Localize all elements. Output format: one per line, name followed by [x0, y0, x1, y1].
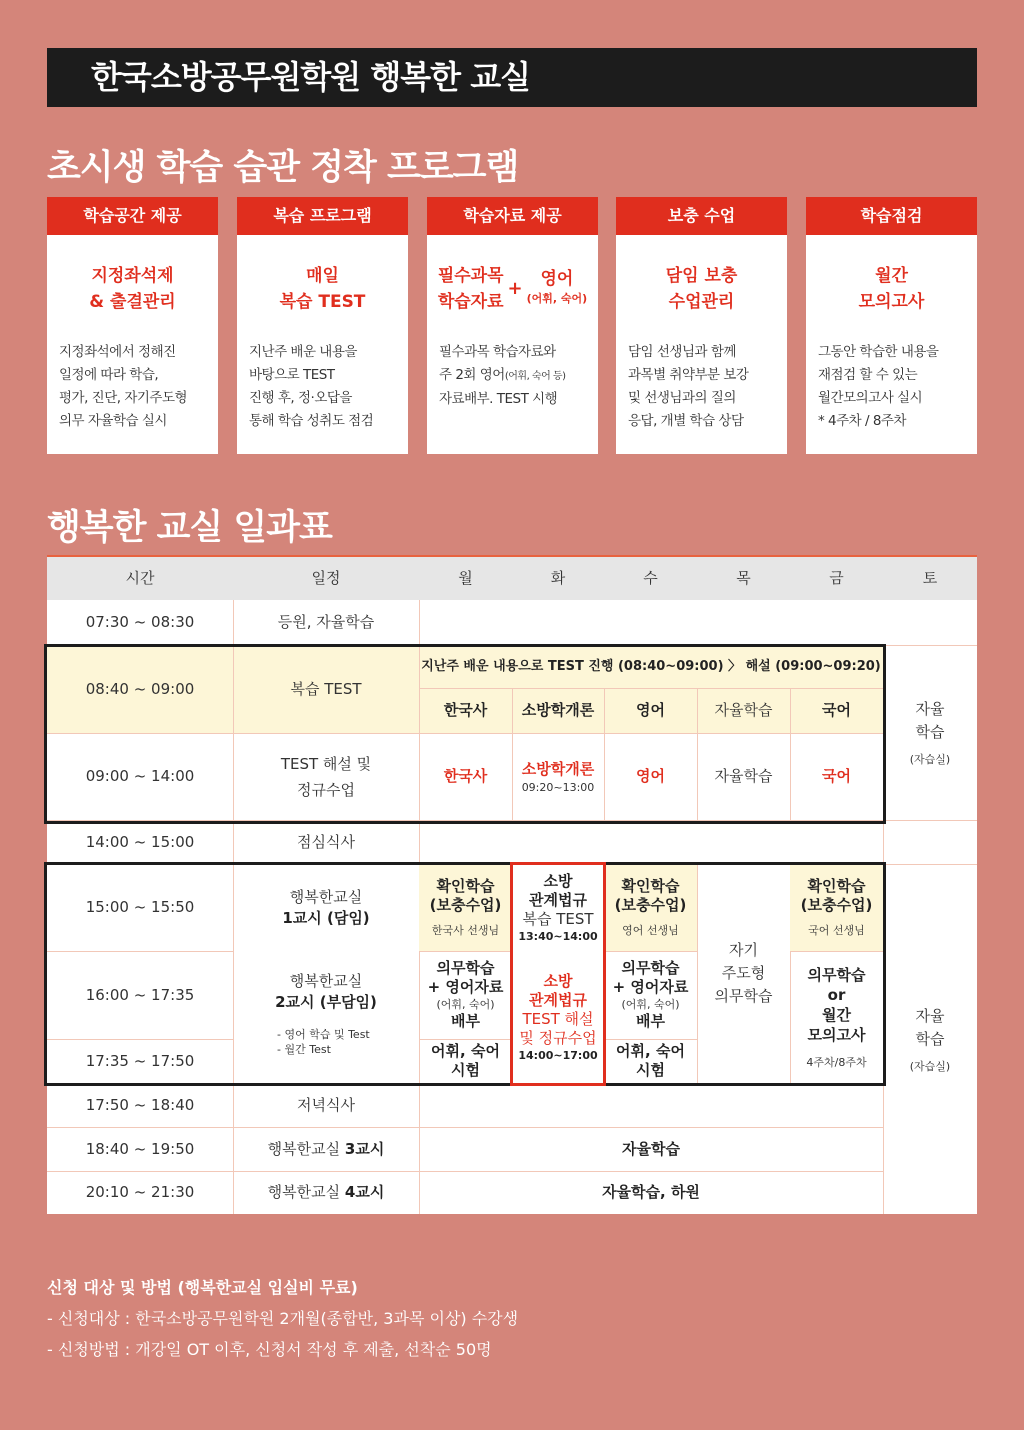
cell-note: (어휘, 숙어)	[436, 998, 495, 1011]
program-title: 초시생 학습 습관 정착 프로그램	[47, 148, 519, 188]
program-card-materials	[427, 197, 598, 454]
sat-note: (자습실)	[909, 1059, 951, 1073]
card-title	[427, 263, 598, 315]
cell-line: 배부	[451, 1012, 480, 1030]
plan-cell	[233, 951, 419, 1083]
sat-self-study-afternoon	[883, 864, 977, 1214]
night-content: 자율학습, 하원	[602, 1183, 700, 1201]
card-title-line: 수업관리	[668, 292, 735, 312]
test-banner: 지난주 배운 내용으로 TEST 진행 (08:40~09:00) 〉 해설 (09:00~09:20)	[421, 659, 881, 674]
cell-line: 확인학습	[621, 877, 680, 895]
cell-line: 시험	[636, 1061, 665, 1079]
time-cell: 18:40 ~ 19:50	[85, 1139, 195, 1158]
plan-text: 행복한교실	[267, 1183, 345, 1201]
tue-class-time: 09:20~13:00	[521, 780, 595, 794]
timetable	[47, 555, 977, 1214]
header-wed: 수	[604, 555, 697, 600]
time-cell: 07:30 ~ 08:30	[85, 613, 195, 631]
wed-class: 영어	[636, 767, 665, 785]
card-title-line: 매일	[306, 266, 339, 286]
program-card-study-space	[47, 197, 218, 454]
card-desc-line: 응답, 개별 학습 상담	[628, 413, 744, 429]
card-desc-line: 진행 후, 정·오답을	[249, 390, 352, 406]
plan-cell	[233, 1171, 419, 1214]
card-desc-line: 자료배부. TEST 시행	[439, 391, 558, 407]
cell-line: 확인학습	[436, 877, 495, 895]
wed-period2	[604, 951, 697, 1039]
cell-line: 어휘, 숙어	[431, 1042, 500, 1060]
card-desc-line: 재점검 할 수 있는	[818, 367, 918, 383]
cell-note: 영어 선생님	[622, 924, 679, 937]
card-desc-line: 지정좌석에서 정해진	[59, 344, 176, 360]
cell-line: 의무학습	[807, 965, 866, 984]
card-title-line: 영어	[540, 269, 574, 289]
thu-self-directed	[697, 864, 790, 1083]
page-title-bar	[47, 48, 977, 107]
cell-line: 확인학습	[807, 877, 866, 895]
program-cards	[47, 197, 977, 454]
time-cell: 14:00 ~ 15:00	[85, 832, 195, 851]
card-title-line: 지정좌석제	[91, 266, 174, 286]
card-head: 보충 수업	[616, 197, 787, 235]
card-description	[427, 341, 598, 411]
sat-line: 학습	[915, 723, 945, 741]
cell-line: TEST 해설	[522, 1009, 594, 1028]
header-thu: 목	[697, 555, 790, 600]
cell-line: 시험	[451, 1061, 480, 1079]
card-description	[237, 341, 408, 433]
wed-period1	[604, 864, 697, 951]
plan-cell: 점심식사	[297, 832, 355, 851]
card-desc-text: 주 2회 영어	[439, 367, 505, 383]
plan-line: 행복한교실	[289, 972, 363, 990]
cell-line: 의무학습	[714, 987, 773, 1005]
cell-line: 모의고사	[807, 1025, 866, 1044]
header-plan: 일정	[233, 555, 419, 600]
footer-line: - 신청방법 : 개강일 OT 이후, 신청서 작성 후 제출, 선착순 50명	[47, 1340, 492, 1359]
evening-content: 자율학습	[622, 1139, 680, 1158]
cell-line: 소방	[543, 971, 573, 990]
cell-note: 한국사 선생님	[431, 924, 500, 937]
card-desc-line: 필수과목 학습자료와	[439, 344, 556, 360]
fri-period2	[790, 951, 883, 1083]
card-desc-line: 일정에 따라 학습,	[59, 367, 159, 383]
plan-line: 1교시 (담임)	[282, 908, 370, 927]
sat-note: (자습실)	[909, 753, 951, 766]
mon-period1	[419, 864, 512, 951]
header-time: 시간	[47, 555, 233, 600]
sat-self-study	[883, 645, 977, 820]
time-cell: 16:00 ~ 17:35	[85, 985, 195, 1004]
cell-line: 소방	[543, 871, 573, 890]
cell-note: 4주차/8주차	[806, 1055, 867, 1069]
plan-line: 2교시 (부담임)	[275, 993, 377, 1011]
card-desc-line: 바탕으로 TEST	[249, 367, 335, 383]
cell-line: 주도형	[721, 964, 766, 982]
plan-line: TEST 해설 및	[280, 754, 372, 773]
wed-period3	[604, 1039, 697, 1083]
card-description	[616, 341, 787, 433]
cell-line: 및 정규수업	[519, 1028, 597, 1047]
header-tue: 화	[512, 555, 604, 600]
plan-note: - 영어 학습 및 Test	[277, 1028, 370, 1041]
mon-subject: 한국사	[443, 701, 488, 719]
cell-line: 관계법규	[529, 990, 587, 1009]
plus-icon: +	[507, 278, 523, 299]
card-title	[616, 263, 787, 315]
header-mon: 월	[419, 555, 512, 600]
sat-line: 학습	[915, 1029, 945, 1048]
card-title-line: 학습자료	[437, 292, 504, 312]
plan-cell: 등원, 자율학습	[277, 613, 375, 631]
plan-period: 4교시	[344, 1183, 385, 1201]
time-cell: 17:50 ~ 18:40	[85, 1095, 195, 1114]
page-title: 한국소방공무원학원 행복한 교실	[91, 58, 531, 96]
card-description	[806, 341, 977, 433]
card-head: 학습공간 제공	[47, 197, 218, 235]
cell-line: 의무학습	[621, 959, 680, 977]
card-head: 복습 프로그램	[237, 197, 408, 235]
fri-period1	[790, 864, 883, 951]
footer	[47, 1272, 518, 1365]
tue-period1	[512, 864, 604, 951]
card-title-note: (어휘, 숙어)	[526, 292, 588, 305]
cell-line: 관계법규	[529, 890, 587, 909]
card-desc-line: * 4주차 / 8주차	[818, 413, 907, 429]
plan-cell: 저녁식사	[297, 1095, 355, 1114]
card-title-line: 복습 TEST	[279, 292, 366, 312]
card-title-line: 필수과목	[437, 266, 504, 286]
tue-class	[512, 733, 604, 820]
sat-line: 자율	[915, 700, 945, 718]
plan-note: - 월간 Test	[277, 1043, 331, 1056]
plan-cell	[233, 733, 419, 820]
card-desc-line: 지난주 배운 내용을	[249, 344, 357, 360]
plan-period: 3교시	[344, 1139, 385, 1158]
card-title	[47, 263, 218, 315]
time-cell: 09:00 ~ 14:00	[85, 767, 195, 785]
cell-line: or	[827, 985, 846, 1004]
cell-line: 배부	[636, 1012, 665, 1030]
card-title-left	[438, 263, 504, 315]
card-desc-line: 그동안 학습한 내용을	[818, 344, 939, 360]
card-title-right	[527, 269, 588, 309]
tue-subject: 소방학개론	[521, 701, 595, 719]
program-card-check	[806, 197, 977, 454]
cell-line: 의무학습	[436, 959, 495, 977]
card-head: 학습점검	[806, 197, 977, 235]
mon-class: 한국사	[443, 767, 488, 785]
card-title	[237, 263, 408, 315]
card-desc-line: 및 선생님과의 질의	[628, 390, 736, 406]
card-desc-note: (어휘, 숙어 등)	[504, 371, 566, 382]
card-desc-line: 평가, 진단, 자기주도형	[59, 390, 188, 406]
cell-note: 국어 선생님	[808, 924, 865, 937]
plan-cell: 복습 TEST	[290, 679, 362, 698]
fri-class: 국어	[822, 767, 851, 785]
footer-line: - 신청대상 : 한국소방공무원학원 2개월(종합반, 3과목 이상) 수강생	[47, 1309, 519, 1328]
cell-note: 13:40~14:00	[518, 929, 598, 943]
cell-line: (보충수업)	[800, 896, 873, 914]
time-cell: 20:10 ~ 21:30	[85, 1183, 195, 1201]
card-title-line: 월간	[875, 266, 908, 286]
fri-subject: 국어	[822, 701, 851, 719]
cell-line: 어휘, 숙어	[616, 1042, 685, 1060]
tue-period2	[512, 951, 604, 1083]
card-title-line: & 출결관리	[89, 292, 176, 312]
time-cell: 17:35 ~ 17:50	[85, 1051, 195, 1070]
plan-notes	[277, 1027, 370, 1057]
tue-class-name: 소방학개론	[521, 759, 595, 778]
card-title-line: 담임 보충	[665, 266, 738, 286]
time-cell: 15:00 ~ 15:50	[85, 898, 195, 916]
plan-cell	[233, 864, 419, 951]
program-card-supplement	[616, 197, 787, 454]
card-head: 학습자료 제공	[427, 197, 598, 235]
card-desc-line: 담임 선생님과 함께	[628, 344, 736, 360]
cell-line: 자기	[729, 941, 758, 959]
card-title-line: 모의고사	[858, 292, 925, 312]
plan-cell	[233, 1127, 419, 1171]
timetable-title: 행복한 교실 일과표	[47, 508, 332, 548]
program-card-review	[237, 197, 408, 454]
plan-text: 행복한교실	[267, 1139, 345, 1158]
cell-note: 14:00~17:00	[518, 1048, 598, 1062]
cell-line: (보충수업)	[429, 896, 502, 914]
plan-line: 행복한교실	[289, 887, 363, 906]
cell-note: (어휘, 숙어)	[621, 998, 680, 1011]
card-desc-line: 통해 학습 성취도 점검	[249, 413, 374, 429]
thu-class: 자율학습	[714, 767, 773, 785]
sat-line: 자율	[915, 1006, 945, 1025]
time-cell: 08:40 ~ 09:00	[85, 679, 195, 698]
mon-period2	[419, 951, 512, 1039]
thu-subject: 자율학습	[714, 701, 773, 719]
card-title	[806, 263, 977, 315]
footer-heading: 신청 대상 및 방법 (행복한교실 입실비 무료)	[47, 1278, 358, 1297]
cell-line: 복습 TEST	[522, 909, 594, 928]
cell-line: 월간	[822, 1005, 851, 1024]
cell-line: (보충수업)	[614, 896, 687, 914]
card-desc-line: 월간모의고사 실시	[818, 390, 923, 406]
card-desc-line: 과목별 취약부분 보강	[628, 367, 749, 383]
cell-line: + 영어자료	[427, 978, 504, 996]
header-sat: 토	[883, 555, 977, 600]
wed-subject: 영어	[636, 701, 665, 719]
plan-line: 정규수업	[297, 780, 355, 799]
cell-line: + 영어자료	[612, 978, 689, 996]
header-fri: 금	[790, 555, 883, 600]
card-desc-line: 의무 자율학습 실시	[59, 413, 167, 429]
card-description	[47, 341, 218, 433]
card-desc-line	[439, 364, 586, 388]
mon-period3	[419, 1039, 512, 1083]
